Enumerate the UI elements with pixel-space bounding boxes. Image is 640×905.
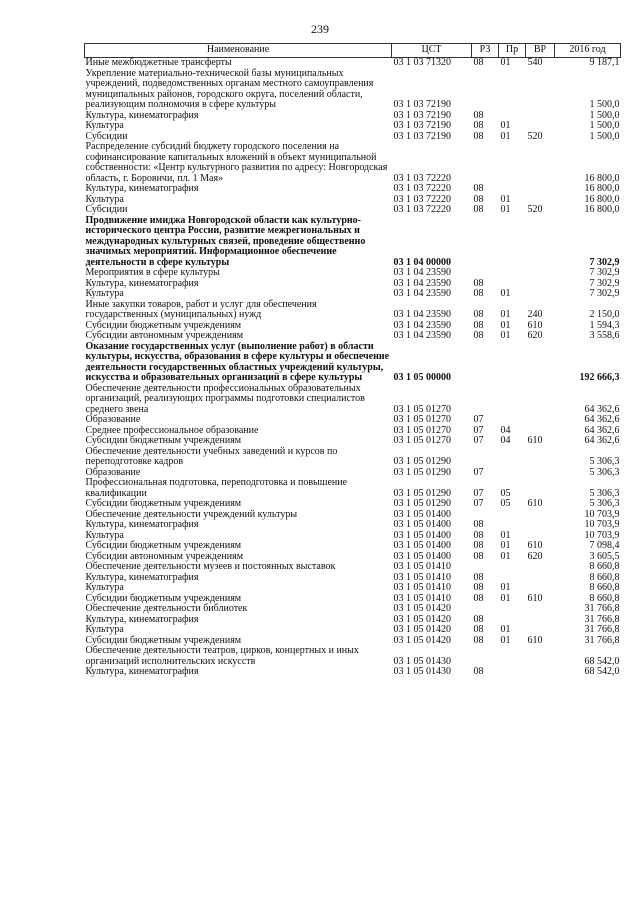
- cell-rz: [472, 268, 499, 279]
- cell-name: Обеспечение деятельности учреждений культуры: [85, 508, 298, 520]
- table-row: [85, 573, 621, 584]
- cell-vr: 620: [527, 330, 543, 341]
- cell-pr: [499, 216, 526, 269]
- cell-amount: 68 542,0: [584, 666, 620, 677]
- table-row: [85, 331, 621, 342]
- cell-rz: [472, 562, 499, 573]
- table-row: [85, 342, 621, 384]
- table-row: [85, 583, 621, 594]
- table-row: [85, 268, 621, 279]
- cell-pr: 04: [500, 435, 511, 446]
- cell-rz: [472, 216, 499, 269]
- cell-name: Обеспечение деятельности учебных заведений и курсов по переподготовке кадров: [85, 445, 338, 467]
- cell-cst: 03 1 03 72220: [393, 193, 451, 205]
- cell-name: Обеспечение деятельности библиотек: [85, 603, 248, 614]
- table-row: [85, 615, 621, 626]
- cell-amount: 16 800,0: [584, 183, 620, 194]
- cell-pr: [499, 69, 526, 111]
- cell-name: Оказание государственных услуг (выполнение работ) в области культуры, искусства, образования в сфере культуры и обеспечение деятельности государственных областных учреждений культуры, искусства и образовательных организаций в сфере культуры: [85, 340, 390, 383]
- cell-rz: 08: [473, 571, 484, 583]
- cell-amount: 1 594,3: [589, 319, 620, 331]
- cell-vr: 610: [527, 319, 543, 331]
- cell-vr: 620: [527, 550, 543, 562]
- table-row: [85, 69, 621, 111]
- cell-amount: 64 362,6: [584, 424, 620, 436]
- cell-pr: 04: [500, 424, 511, 436]
- cell-vr: [526, 604, 555, 615]
- cell-cst: 03 1 05 01290: [393, 498, 451, 509]
- cell-pr: 01: [500, 330, 511, 341]
- cell-cst: 03 1 05 01410: [393, 561, 451, 572]
- cell-amount: 5 306,3: [589, 498, 620, 509]
- cell-name: Культура, кинематография: [85, 571, 199, 583]
- table-row: [85, 184, 621, 195]
- cell-name: Мероприятия в сфере культуры: [85, 267, 220, 278]
- cell-vr: [526, 583, 555, 594]
- cell-pr: [499, 268, 526, 279]
- cell-cst: 03 1 03 72220: [393, 172, 451, 184]
- cell-vr: [526, 573, 555, 584]
- cell-rz: 08: [473, 666, 484, 677]
- cell-vr: [526, 625, 555, 636]
- cell-amount: 7 302,9: [589, 277, 620, 289]
- cell-vr: [526, 384, 555, 416]
- cell-amount: 8 660,8: [589, 582, 620, 593]
- table-row: [85, 142, 621, 184]
- cell-vr: [526, 415, 555, 426]
- cell-vr: [526, 646, 555, 667]
- cell-amount: 16 800,0: [584, 172, 620, 184]
- cell-name: Укрепление материально-технической базы муниципальных учреждений, подведомственных органам местного самоуправления муниципальных районов, городского округа, поселений области, реализующим полномочия в сфере культуры: [85, 67, 374, 110]
- cell-vr: [526, 279, 555, 290]
- cell-name: Культура, кинематография: [85, 183, 199, 194]
- table-body: [85, 58, 621, 678]
- cell-name: Субсидии автономным учреждениям: [85, 330, 244, 341]
- cell-amount: 10 703,9: [584, 508, 620, 520]
- table-row: [85, 447, 621, 468]
- cell-rz: 08: [473, 130, 484, 142]
- cell-amount: 192 666,3: [579, 372, 620, 383]
- cell-cst: 03 1 05 01410: [393, 571, 451, 583]
- cell-amount: 31 766,8: [584, 613, 620, 625]
- cell-amount: 5 306,3: [589, 487, 620, 499]
- cell-rz: 08: [473, 120, 484, 131]
- cell-rz: 08: [473, 519, 484, 530]
- cell-name: Обеспечение деятельности театров, цирков, концертных и иных организаций исполнительских искусств: [85, 645, 359, 667]
- cell-name: Субсидии бюджетным учреждениям: [85, 435, 242, 446]
- cell-rz: 08: [473, 193, 484, 205]
- cell-rz: [472, 447, 499, 468]
- cell-cst: 03 1 05 01400: [393, 529, 451, 541]
- cell-rz: 08: [473, 550, 484, 562]
- cell-cst: 03 1 03 72220: [393, 204, 451, 215]
- cell-amount: 1 500,0: [589, 99, 620, 110]
- cell-cst: 03 1 05 01420: [393, 624, 451, 635]
- cell-rz: 08: [473, 613, 484, 625]
- cell-cst: 03 1 05 01400: [393, 540, 451, 551]
- cell-amount: 16 800,0: [584, 193, 620, 205]
- cell-pr: 01: [500, 288, 511, 299]
- cell-amount: 7 302,9: [589, 267, 620, 278]
- header-row: [85, 44, 621, 58]
- cell-vr: [526, 111, 555, 122]
- cell-rz: [472, 69, 499, 111]
- cell-pr: 01: [500, 582, 511, 593]
- cell-vr: [526, 342, 555, 384]
- cell-amount: 2 150,0: [589, 309, 620, 320]
- cell-pr: [499, 510, 526, 521]
- cell-name: Культура: [85, 529, 124, 541]
- cell-rz: 07: [473, 435, 484, 446]
- cell-cst: 03 1 03 72190: [393, 120, 451, 131]
- cell-pr: 01: [500, 204, 511, 215]
- cell-rz: 08: [473, 634, 484, 646]
- cell-cst: 03 1 05 01400: [393, 508, 451, 520]
- cell-name: Иные межбюджетные трансферты: [85, 57, 232, 68]
- cell-pr: 01: [500, 540, 511, 551]
- table-row: [85, 478, 621, 499]
- cell-name: Иные закупки товаров, работ и услуг для обеспечения государственных (муниципальных) нужд: [85, 298, 317, 320]
- table-row: [85, 121, 621, 132]
- cell-pr: 01: [500, 130, 511, 142]
- cell-rz: 08: [473, 288, 484, 299]
- cell-vr: [526, 510, 555, 521]
- cell-pr: 01: [500, 592, 511, 604]
- cell-cst: 03 1 04 00000: [393, 256, 451, 268]
- cell-cst: 03 1 05 01290: [393, 487, 451, 499]
- cell-rz: 08: [473, 319, 484, 331]
- cell-amount: 10 703,9: [584, 529, 620, 541]
- cell-pr: [499, 520, 526, 531]
- cell-name: Субсидии: [85, 204, 128, 215]
- cell-amount: 9 187,1: [589, 57, 620, 68]
- table-row: [85, 216, 621, 269]
- cell-pr: [499, 646, 526, 667]
- cell-pr: 01: [500, 309, 511, 320]
- cell-cst: 03 1 05 01270: [393, 403, 451, 415]
- cell-name: Субсидии бюджетным учреждениям: [85, 592, 242, 604]
- table-row: [85, 436, 621, 447]
- cell-amount: 31 766,8: [584, 634, 620, 646]
- cell-cst: 03 1 03 72190: [393, 109, 451, 121]
- cell-pr: [499, 562, 526, 573]
- cell-vr: [526, 478, 555, 499]
- cell-amount: 31 766,8: [584, 624, 620, 635]
- cell-name: Культура: [85, 582, 124, 593]
- cell-vr: 540: [527, 57, 543, 68]
- cell-vr: [526, 69, 555, 111]
- cell-amount: 8 660,8: [589, 561, 620, 572]
- cell-rz: 08: [473, 529, 484, 541]
- table-row: [85, 205, 621, 216]
- cell-cst: 03 1 05 01410: [393, 592, 451, 604]
- cell-cst: 03 1 04 23590: [393, 267, 451, 278]
- cell-rz: 08: [473, 183, 484, 194]
- cell-name: Профессиональная подготовка, переподготовка и повышение квалификации: [85, 477, 348, 499]
- cell-name: Культура: [85, 624, 124, 635]
- cell-vr: 610: [527, 592, 543, 604]
- cell-pr: 05: [500, 487, 511, 499]
- cell-cst: 03 1 03 72220: [393, 183, 451, 194]
- cell-cst: 03 1 05 01410: [393, 582, 451, 593]
- cell-vr: [526, 447, 555, 468]
- table-row: [85, 604, 621, 615]
- cell-amount: 64 362,6: [584, 435, 620, 446]
- cell-cst: 03 1 05 00000: [393, 372, 451, 383]
- cell-name: Культура: [85, 193, 124, 205]
- cell-pr: 01: [500, 550, 511, 562]
- cell-name: Субсидии: [85, 130, 128, 142]
- cell-cst: 03 1 05 01420: [393, 613, 451, 625]
- cell-vr: [526, 216, 555, 269]
- cell-amount: 3 558,6: [589, 330, 620, 341]
- cell-amount: 7 302,9: [589, 256, 620, 268]
- table-row: [85, 415, 621, 426]
- cell-cst: 03 1 05 01270: [393, 435, 451, 446]
- cell-cst: 03 1 03 71320: [393, 57, 451, 68]
- table-row: [85, 625, 621, 636]
- cell-pr: [499, 604, 526, 615]
- page-number: 239: [311, 22, 329, 36]
- cell-rz: [472, 646, 499, 667]
- cell-vr: [526, 142, 555, 184]
- table-row: [85, 499, 621, 510]
- cell-amount: 5 306,3: [589, 456, 620, 467]
- table-row: [85, 289, 621, 300]
- table-row: [85, 300, 621, 321]
- cell-vr: 520: [527, 130, 543, 142]
- cell-cst: 03 1 05 01430: [393, 655, 451, 667]
- cell-cst: 03 1 05 01290: [393, 466, 451, 478]
- cell-amount: 1 500,0: [589, 120, 620, 131]
- cell-pr: 01: [500, 529, 511, 541]
- cell-cst: 03 1 04 23590: [393, 277, 451, 289]
- cell-vr: [526, 667, 555, 678]
- cell-rz: 07: [473, 414, 484, 425]
- cell-cst: 03 1 05 01400: [393, 550, 451, 562]
- cell-rz: 08: [473, 330, 484, 341]
- table-row: [85, 384, 621, 416]
- cell-cst: 03 1 04 23590: [393, 309, 451, 320]
- cell-rz: 08: [473, 624, 484, 635]
- cell-rz: [472, 604, 499, 615]
- cell-name: Обеспечение деятельности профессиональных образовательных организаций, реализующих программы подготовки специалистов среднего звена: [85, 382, 365, 415]
- cell-amount: 1 500,0: [589, 109, 620, 121]
- cell-rz: 08: [473, 540, 484, 551]
- cell-name: Обеспечение деятельности музеев и постоянных выставок: [85, 561, 336, 572]
- cell-amount: 3 605,5: [589, 550, 620, 562]
- cell-vr: [526, 184, 555, 195]
- cell-rz: 08: [473, 109, 484, 121]
- table-row: [85, 58, 621, 69]
- cell-pr: 01: [500, 319, 511, 331]
- cell-rz: [472, 342, 499, 384]
- cell-amount: 64 362,6: [584, 403, 620, 415]
- cell-name: Культура, кинематография: [85, 519, 199, 530]
- cell-cst: 03 1 05 01270: [393, 424, 451, 436]
- cell-name: Субсидии бюджетным учреждениям: [85, 319, 242, 331]
- cell-amount: 64 362,6: [584, 414, 620, 425]
- cell-amount: 16 800,0: [584, 204, 620, 215]
- cell-amount: 31 766,8: [584, 603, 620, 614]
- cell-name: Культура, кинематография: [85, 277, 199, 289]
- cell-rz: 08: [473, 582, 484, 593]
- cell-vr: 240: [527, 309, 543, 320]
- cell-rz: 07: [473, 487, 484, 499]
- cell-pr: 01: [500, 624, 511, 635]
- cell-pr: [499, 415, 526, 426]
- cell-amount: 1 500,0: [589, 130, 620, 142]
- cell-rz: 08: [473, 57, 484, 68]
- cell-rz: 07: [473, 466, 484, 478]
- cell-cst: 03 1 05 01420: [393, 603, 451, 614]
- table-row: [85, 279, 621, 290]
- cell-rz: 08: [473, 277, 484, 289]
- cell-vr: 610: [527, 435, 543, 446]
- cell-name: Образование: [85, 414, 141, 425]
- cell-rz: 07: [473, 498, 484, 509]
- cell-cst: 03 1 04 23590: [393, 319, 451, 331]
- cell-pr: [499, 384, 526, 416]
- cell-rz: 08: [473, 592, 484, 604]
- cell-name: Субсидии бюджетным учреждениям: [85, 498, 242, 509]
- cell-vr: [526, 520, 555, 531]
- cell-cst: 03 1 05 01420: [393, 634, 451, 646]
- cell-amount: 7 302,9: [589, 288, 620, 299]
- cell-pr: 01: [500, 120, 511, 131]
- cell-name: Культура, кинематография: [85, 666, 199, 677]
- header-pr: Пр: [499, 44, 526, 58]
- cell-vr: 610: [527, 498, 543, 509]
- cell-amount: 5 306,3: [589, 466, 620, 478]
- cell-name: Культура, кинематография: [85, 613, 199, 625]
- cell-name: Продвижение имиджа Новгородской области как культурно-исторического центра России, развитие межрегиональных и международных культурных связей, проведение общественно значимых мероприятий. Информационное обеспечение деятельности в сфере культуры: [85, 214, 366, 268]
- cell-name: Субсидии автономным учреждениям: [85, 550, 244, 562]
- cell-vr: [526, 268, 555, 279]
- cell-vr: [526, 615, 555, 626]
- cell-pr: [499, 142, 526, 184]
- header-cst: ЦСТ: [392, 44, 472, 58]
- cell-cst: 03 1 04 23590: [393, 288, 451, 299]
- cell-pr: 01: [500, 57, 511, 68]
- cell-name: Субсидии бюджетным учреждениям: [85, 540, 242, 551]
- cell-amount: 68 542,0: [584, 655, 620, 667]
- cell-vr: [526, 121, 555, 132]
- table-row: [85, 646, 621, 667]
- cell-vr: [526, 289, 555, 300]
- cell-name: Культура: [85, 120, 124, 131]
- cell-pr: 01: [500, 634, 511, 646]
- cell-cst: 03 1 05 01290: [393, 456, 451, 467]
- cell-rz: [472, 142, 499, 184]
- cell-name: Культура, кинематография: [85, 109, 199, 121]
- cell-rz: 08: [473, 204, 484, 215]
- header-rz: РЗ: [472, 44, 499, 58]
- cell-rz: [472, 384, 499, 416]
- cell-rz: 07: [473, 424, 484, 436]
- cell-pr: 05: [500, 498, 511, 509]
- cell-name: Субсидии бюджетным учреждениям: [85, 634, 242, 646]
- cell-pr: [499, 184, 526, 195]
- cell-cst: 03 1 05 01400: [393, 519, 451, 530]
- cell-cst: 03 1 04 23590: [393, 330, 451, 341]
- cell-amount: 8 660,8: [589, 571, 620, 583]
- cell-pr: [499, 342, 526, 384]
- table-row: [85, 520, 621, 531]
- header-name: Наименование: [85, 44, 392, 58]
- cell-name: Образование: [85, 466, 141, 478]
- cell-name: Среднее профессиональное образование: [85, 424, 259, 436]
- cell-amount: 10 703,9: [584, 519, 620, 530]
- cell-vr: 520: [527, 204, 543, 215]
- header-vr: ВР: [526, 44, 555, 58]
- cell-amount: 7 098,4: [589, 540, 620, 551]
- table-row: [85, 541, 621, 552]
- cell-vr: [526, 562, 555, 573]
- cell-pr: 01: [500, 193, 511, 205]
- cell-cst: 03 1 03 72190: [393, 130, 451, 142]
- cell-cst: 03 1 05 01430: [393, 666, 451, 677]
- cell-cst: 03 1 05 01270: [393, 414, 451, 425]
- cell-vr: [526, 468, 555, 479]
- budget-table: [84, 43, 621, 678]
- cell-cst: 03 1 03 72190: [393, 99, 451, 110]
- cell-vr: 610: [527, 540, 543, 551]
- table-row: [85, 111, 621, 122]
- cell-rz: 08: [473, 309, 484, 320]
- table-header: [85, 44, 621, 58]
- cell-amount: 8 660,8: [589, 592, 620, 604]
- cell-name: Культура: [85, 288, 124, 299]
- cell-vr: 610: [527, 634, 543, 646]
- cell-name: Распределение субсидий бюджету городского поселения на софинансирование капитальных вложений в объект муниципальной собственности: «Центр культурного развития по адресу: Новгородская область, г. Боровичи, пл. 1 Мая»: [85, 141, 388, 184]
- table-row: [85, 562, 621, 573]
- table-row: [85, 667, 621, 678]
- header-year: 2016 год: [555, 44, 621, 58]
- cell-pr: [499, 468, 526, 479]
- cell-pr: [499, 667, 526, 678]
- cell-pr: [499, 447, 526, 468]
